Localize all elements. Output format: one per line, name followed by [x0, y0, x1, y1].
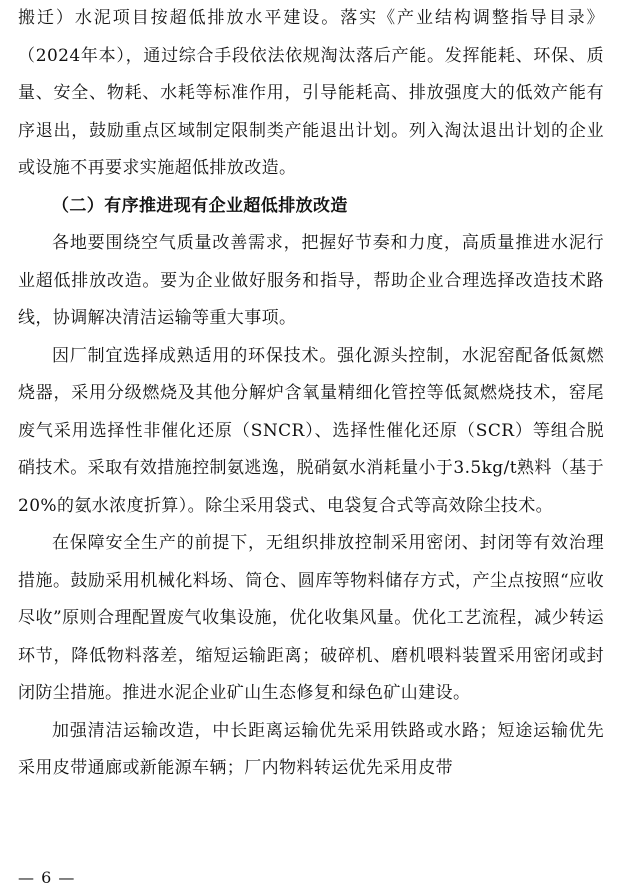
paragraph-capacity-exit: 搬迁）水泥项目按超低排放水平建设。落实《产业结构调整指导目录》（2024年本），通过综合手段依法依规淘汰落后产能。发挥能耗、环保、质量、安全、物耗、水耗等标准作用，引导能耗高、排放强度大的低效产能有序退出，鼓励重点区域制定限制类产能退出计划。列入淘汰退出计划的企业或设施不再要求实施超低排放改造。: [18, 8, 604, 178]
page-number: — 6 —: [18, 868, 76, 887]
paragraph-regional-requirements: 各地要围绕空气质量改善需求，把握好节奏和力度，高质量推进水泥行业超低排放改造。要为企业做好服务和指导，帮助企业合理选择改造技术路线，协调解决清洁运输等重大事项。: [18, 233, 604, 328]
paragraph-clean-transport: 加强清洁运输改造，中长距离运输优先采用铁路或水路；短途运输优先采用皮带通廊或新能源车辆；厂内物料转运优先采用皮带: [18, 720, 604, 778]
paragraph-environmental-technology: 因厂制宜选择成熟适用的环保技术。强化源头控制，水泥窑配备低氮燃烧器，采用分级燃烧及其他分解炉含氧量精细化管控等低氮燃烧技术，窑尾废气采用选择性非催化还原（SNCR）、选择性催化还原（SCR）等组合脱硝技术。采取有效措施控制氨逃逸，脱硝氨水消耗量小于3.5kg/t熟料（基于20%的氨水浓度折算）。除尘采用袋式、电袋复合式等高效除尘技术。: [18, 345, 604, 516]
section-heading: （二）有序推进现有企业超低排放改造: [52, 195, 348, 216]
document-page: [18, 0, 604, 788]
paragraph-fugitive-emissions: 在保障安全生产的前提下，无组织排放控制采用密闭、封闭等有效治理措施。鼓励采用机械化料场、筒仓、圆库等物料储存方式，产尘点按照“应收尽收”原则合理配置废气收集设施，优化收集风量。优化工艺流程，减少转运环节，降低物料落差，缩短运输距离；破碎机、磨机喂料装置采用密闭或封闭防尘措施。推进水泥企业矿山生态修复和绿色矿山建设。: [18, 533, 604, 703]
